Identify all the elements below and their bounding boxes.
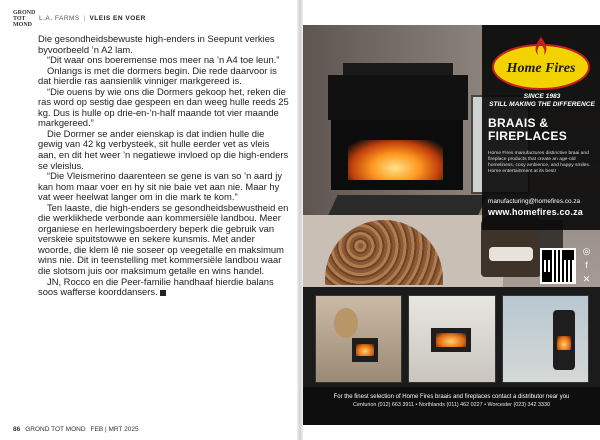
home-fires-logo (490, 33, 592, 93)
farm-name: L.A. FARMS (39, 14, 80, 22)
x-icon: ✕ (582, 274, 591, 284)
article-last-text: JN, Rocco en die Peer-familie handhaaf hierdie balans soos wafferse koorddansers. (38, 275, 274, 298)
article-paragraph: “Die ouens by wie ons die Dormers gekoop het, reken die ras word op sestig dae gespeen en dan weeg hulle reeds 25 kg. Dus is hulle op drie-en-’n-half maande tot vier maande markgereed.” (38, 85, 289, 129)
fire-flame (348, 140, 443, 180)
article-paragraph: Ten laaste, die high-enders se gesondheidsbewustheid en die werklikhede verbonde aan kommersiële landbou. Meer organiese en herlewingsboerdery beperk die gebruik van verskeie spuitstowwe en sekere kunsmis. Met ander woorde, die klem lê nie soseer op veegetalle en maksimum wins nie. Dit in teenstelling met kommersiële landbou waar die slotsom juis oor maksimum getalle en wins handel. (38, 201, 289, 277)
brand-description: Home Fires manufactures distinctive braai and fireplace products that create an age-old homeliness, cosy ambience, and happy smiles. Home entertainment at its best! (488, 151, 591, 174)
tagline-text: STILL MAKING THE DIFFERENCE (489, 101, 595, 108)
product-thumbnails (315, 295, 589, 383)
article-paragraph: Onlangs is met die dormers begin. Die rede daarvoor is dat hierdie ras aansienlik vinniger markgereed is. (38, 64, 277, 87)
footer-issue: FEB | MRT 2025 (90, 426, 139, 433)
round-mirror (334, 308, 358, 338)
running-head (13, 10, 146, 26)
fireplace-photo-2 (408, 295, 495, 383)
braai-hood (328, 75, 468, 120)
fireplace-photo-1 (315, 295, 402, 383)
page-number: 86 (13, 426, 21, 433)
left-page (0, 0, 297, 440)
contact-email: manufacturing@homefires.co.za (488, 198, 581, 205)
qr-pattern (542, 250, 574, 282)
since-text: SINCE 1983 (523, 93, 561, 100)
qr-code (540, 248, 576, 284)
product-line-2: FIREPLACES (488, 129, 568, 143)
head-separator: | (83, 14, 86, 22)
since-tagline (488, 93, 596, 109)
facebook-icon: f (585, 260, 588, 270)
stove-flame (356, 344, 374, 356)
home-fires-advert (303, 25, 600, 425)
article-paragraph: Die gesondheidsbewuste high-enders in Seepunt verkies byvoorbeeld ’n A2 lam. (38, 33, 275, 55)
ad-footer (303, 387, 600, 425)
section-title: VLEIS EN VOER (89, 14, 146, 22)
magazine-logo: GROND TOT MOND (13, 10, 36, 28)
grill (328, 195, 487, 215)
article-paragraph: “Die Vleismerino daarenteen se gene is van so ’n aard jy kan hom maar voer en hy sit nie baie vet aan nie. Maar hy vat weer heelwat langer om in die mark te kom.” (38, 170, 283, 203)
fireplace-photo-3 (502, 295, 589, 383)
product-heading (488, 117, 567, 143)
footer-magazine: GROND TOT MOND (25, 426, 86, 433)
tall-stove-flame (557, 336, 571, 350)
article-paragraph: Die Dormer se ander eienskap is dat indien hulle die gewig van 42 kg verbysteek, sit hulle eerder vet as vleis aan, en dit het weer ’n negatiewe invloed op die high-enders se vleislus. (38, 127, 289, 171)
distributor-phones: Centurion (012) 663 3911 • Northlands (011) 462 0227 • Worcester (023) 342 3330 (352, 402, 551, 408)
page-footer (13, 426, 139, 433)
article-paragraph: “Dit waar ons boeremense mos meer na ’n A4 toe leun.” (47, 54, 280, 66)
brand-panel (482, 25, 600, 230)
brand-name: Home Fires (506, 61, 576, 76)
social-icons (581, 246, 593, 285)
product-line-1: BRAAIS & (488, 116, 549, 130)
article-paragraph-last (38, 277, 290, 298)
chair-cushion (489, 247, 533, 261)
insert-flame (436, 333, 466, 347)
distributor-line: For the finest selection of Home Fires braais and fireplaces contact a distributor near you (333, 394, 570, 400)
article-body (38, 34, 290, 298)
instagram-icon: ◎ (582, 246, 591, 256)
end-mark-icon (160, 290, 166, 296)
website-link: www.homefires.co.za (488, 207, 583, 217)
